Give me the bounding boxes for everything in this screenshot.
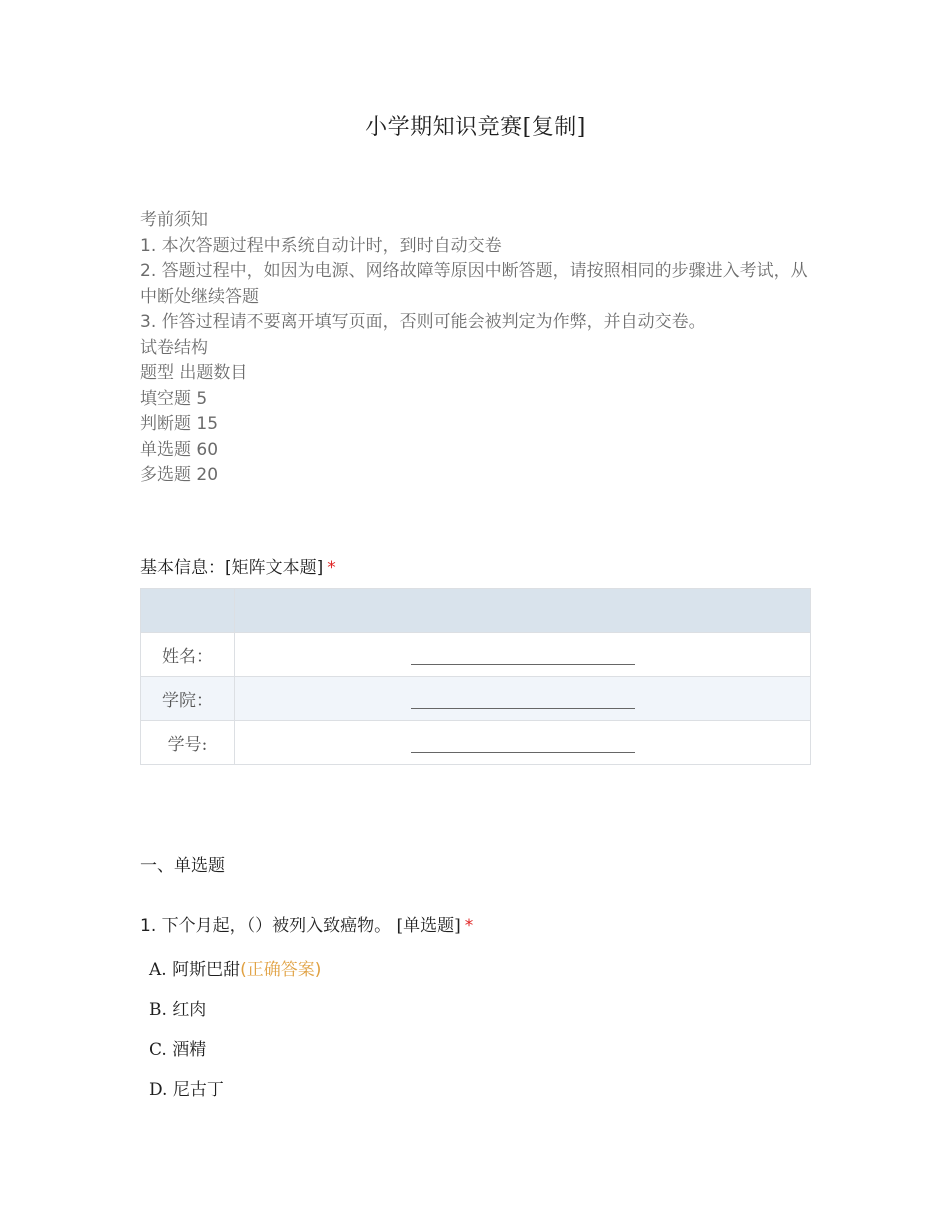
option-text: 阿斯巴甜 [172,960,241,980]
matrix-row-label: 学号: [141,721,235,765]
basic-info-matrix [140,588,811,765]
name-input-cell[interactable] [235,633,811,677]
question-type: [单选题] [396,916,461,936]
question-text: 1. 下个月起，（）被列入致癌物。 [140,916,392,936]
correct-answer-note: (正确答案) [240,960,322,980]
matrix-header-row [141,589,811,633]
student-id-blank-field[interactable] [411,734,635,753]
option-a[interactable] [149,956,321,996]
option-text: 酒精 [172,1040,207,1060]
option-letter: D. [149,1080,168,1100]
page-title: 小学期知识竞赛[复制] [365,115,586,140]
structure-row-true-false: 判断题 15 [140,414,219,434]
structure-heading: 试卷结构 [140,337,208,358]
matrix-row-student-id [141,721,811,765]
question-1-options [149,956,321,1116]
structure-header: 题型 出题数目 [140,363,248,383]
notice-heading: 考前须知 [140,210,208,230]
notice-rule-1: 1. 本次答题过程中系统自动计时，到时自动交卷 [140,235,502,256]
basic-info-title: 基本信息：[矩阵文本题] [140,558,324,578]
notice-rule-3: 3. 作答过程请不要离开填写页面，否则可能会被判定为作弊，并自动交卷。 [140,312,706,332]
option-letter: A. [149,960,167,980]
matrix-header-cell [141,589,235,633]
matrix-row-name [141,633,811,677]
notice-rule-2: 2. 答题过程中，如因为电源、网络故障等原因中断答题，请按照相同的步骤进入考试，从中断处继续答题 [140,261,808,307]
exam-notice [140,208,811,489]
required-mark: * [327,558,336,578]
structure-row-fill-blank: 填空题 5 [140,388,208,409]
option-d[interactable] [149,1076,321,1116]
required-mark: * [464,916,474,936]
student-id-input-cell[interactable] [235,721,811,765]
option-text: 红肉 [172,1000,207,1020]
structure-row-single-choice: 单选题 60 [140,439,219,460]
matrix-row-label: 学院： [141,677,235,721]
option-c[interactable] [149,1036,321,1076]
option-text: 尼古丁 [172,1080,224,1100]
option-b[interactable] [149,996,321,1036]
matrix-header-cell [235,589,811,633]
option-letter: C. [149,1040,167,1060]
option-letter: B. [149,1000,167,1020]
part-title: 一、单选题 [140,856,225,876]
structure-row-multi-choice: 多选题 20 [140,465,219,485]
college-blank-field[interactable] [411,690,635,709]
matrix-row-college [141,677,811,721]
basic-info-label [140,553,336,578]
matrix-row-label: 姓名： [141,633,235,677]
name-blank-field[interactable] [411,646,635,665]
college-input-cell[interactable] [235,677,811,721]
question-1 [140,911,473,936]
